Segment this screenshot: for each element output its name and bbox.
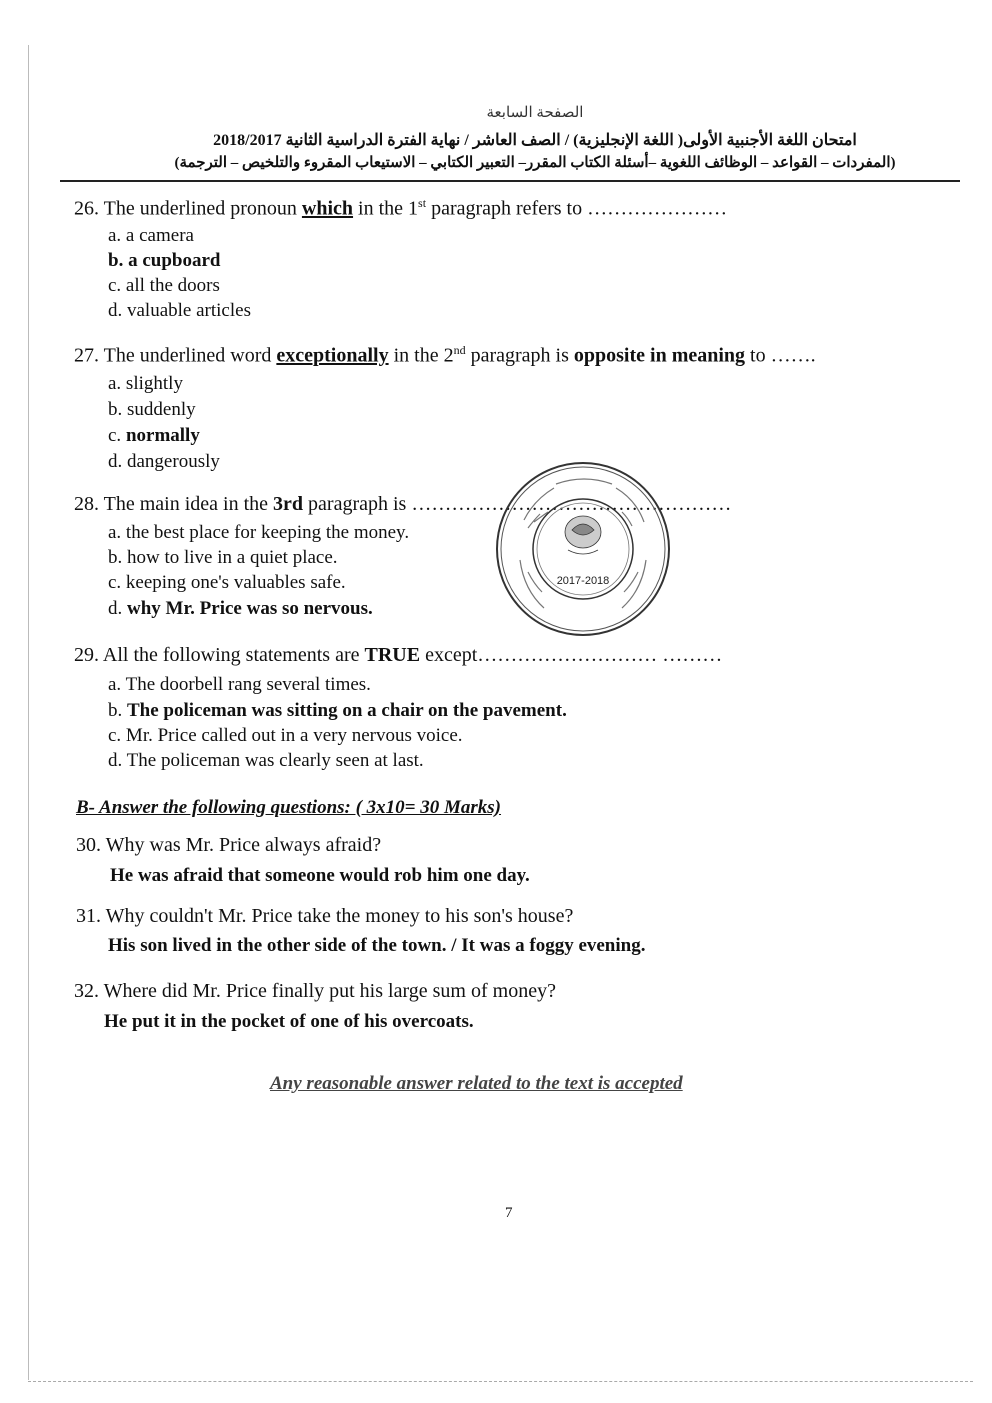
question-27: [74, 343, 816, 368]
option-b: [108, 700, 567, 722]
option-d: d. The policeman was clearly seen at last.: [108, 750, 424, 771]
bottom-margin-line: [28, 1381, 973, 1382]
option-a: a. the best place for keeping the money.: [108, 522, 410, 543]
option-b: b. suddenly: [108, 399, 196, 420]
question-30: 30. Why was Mr. Price always afraid?: [76, 834, 382, 856]
underlined-word: which: [301, 197, 354, 220]
ordinal-suffix: nd: [453, 343, 466, 357]
exam-title: امتحان اللغة الأجنبية الأولى( اللغة الإنجليزية) / الصف العاشر / نهاية الفترة الدراسية الثانية 2018/2017: [213, 132, 857, 149]
option-letter: d.: [108, 598, 127, 619]
option-c: [108, 425, 200, 447]
left-margin-line: [28, 45, 29, 1380]
answer-31: His son lived in the other side of the town. / It was a foggy evening.: [108, 935, 646, 956]
correct-answer: why Mr. Price was so nervous.: [127, 598, 373, 619]
option-letter: b.: [108, 700, 127, 721]
answer-32: He put it in the pocket of one of his overcoats.: [104, 1011, 474, 1032]
option-letter: c.: [108, 425, 126, 446]
question-number: 28.: [74, 493, 99, 515]
question-text: in the 1: [353, 197, 419, 220]
header-divider: [60, 180, 960, 182]
marking-note: Any reasonable answer related to the text is accepted: [270, 1073, 683, 1094]
question-text: paragraph is: [465, 344, 574, 367]
question-32: 32. Where did Mr. Price finally put his large sum of money?: [74, 980, 556, 1002]
seal-years: 2017-2018: [556, 575, 610, 587]
question-text: paragraph is …………………………………………: [303, 493, 732, 515]
option-a: a. slightly: [108, 373, 183, 394]
option-c: c. Mr. Price called out in a very nervous voice.: [108, 725, 463, 746]
question-29: [74, 644, 722, 667]
question-number: 29.: [74, 644, 99, 666]
ordinal-suffix: st: [418, 196, 427, 210]
official-seal-stamp: [494, 460, 672, 638]
option-d: d. dangerously: [108, 451, 220, 472]
question-26: [74, 196, 727, 221]
question-text: except……………………… ………: [420, 644, 723, 666]
underlined-word: exceptionally: [276, 344, 389, 367]
section-b-heading: B- Answer the following questions: ( 3x10= 30 Marks): [76, 797, 502, 818]
option-b-correct: b. a cupboard: [108, 250, 221, 271]
question-text: The main idea in the: [99, 493, 274, 515]
emphasis: 3rd: [273, 493, 304, 515]
question-text: to …….: [745, 344, 816, 367]
question-number: 26.: [74, 197, 99, 220]
question-text: All the following statements are: [99, 644, 365, 666]
option-a: a. The doorbell rang several times.: [108, 674, 371, 695]
question-text: paragraph refers to …………………: [426, 197, 728, 220]
correct-answer: normally: [125, 425, 200, 446]
option-a: a. a camera: [108, 225, 194, 246]
page-number: 7: [505, 1205, 513, 1221]
correct-answer: The policeman was sitting on a chair on the pavement.: [127, 700, 567, 721]
emphasis: opposite in meaning: [573, 344, 746, 367]
emphasis: TRUE: [364, 644, 421, 666]
answer-30: He was afraid that someone would rob him one day.: [110, 865, 530, 886]
option-c: c. all the doors: [108, 275, 220, 296]
question-text: The underlined pronoun: [99, 197, 302, 220]
question-text: in the 2: [388, 344, 454, 367]
page-label: الصفحة السابعة: [486, 105, 584, 121]
option-c: c. keeping one's valuables safe.: [108, 572, 346, 593]
question-31: 31. Why couldn't Mr. Price take the money to his son's house?: [76, 905, 574, 927]
question-number: 27.: [74, 344, 99, 367]
option-b: b. how to live in a quiet place.: [108, 547, 338, 568]
question-text: The underlined word: [99, 344, 277, 367]
option-d: [108, 598, 373, 620]
exam-sections: (المفردات – القواعد – الوظائف اللغوية –أسئلة الكتاب المقرر– التعبير الكتابي – الاستيعاب المقروء والتلخيص – الترجمة): [174, 155, 896, 171]
option-d: d. valuable articles: [108, 300, 251, 321]
